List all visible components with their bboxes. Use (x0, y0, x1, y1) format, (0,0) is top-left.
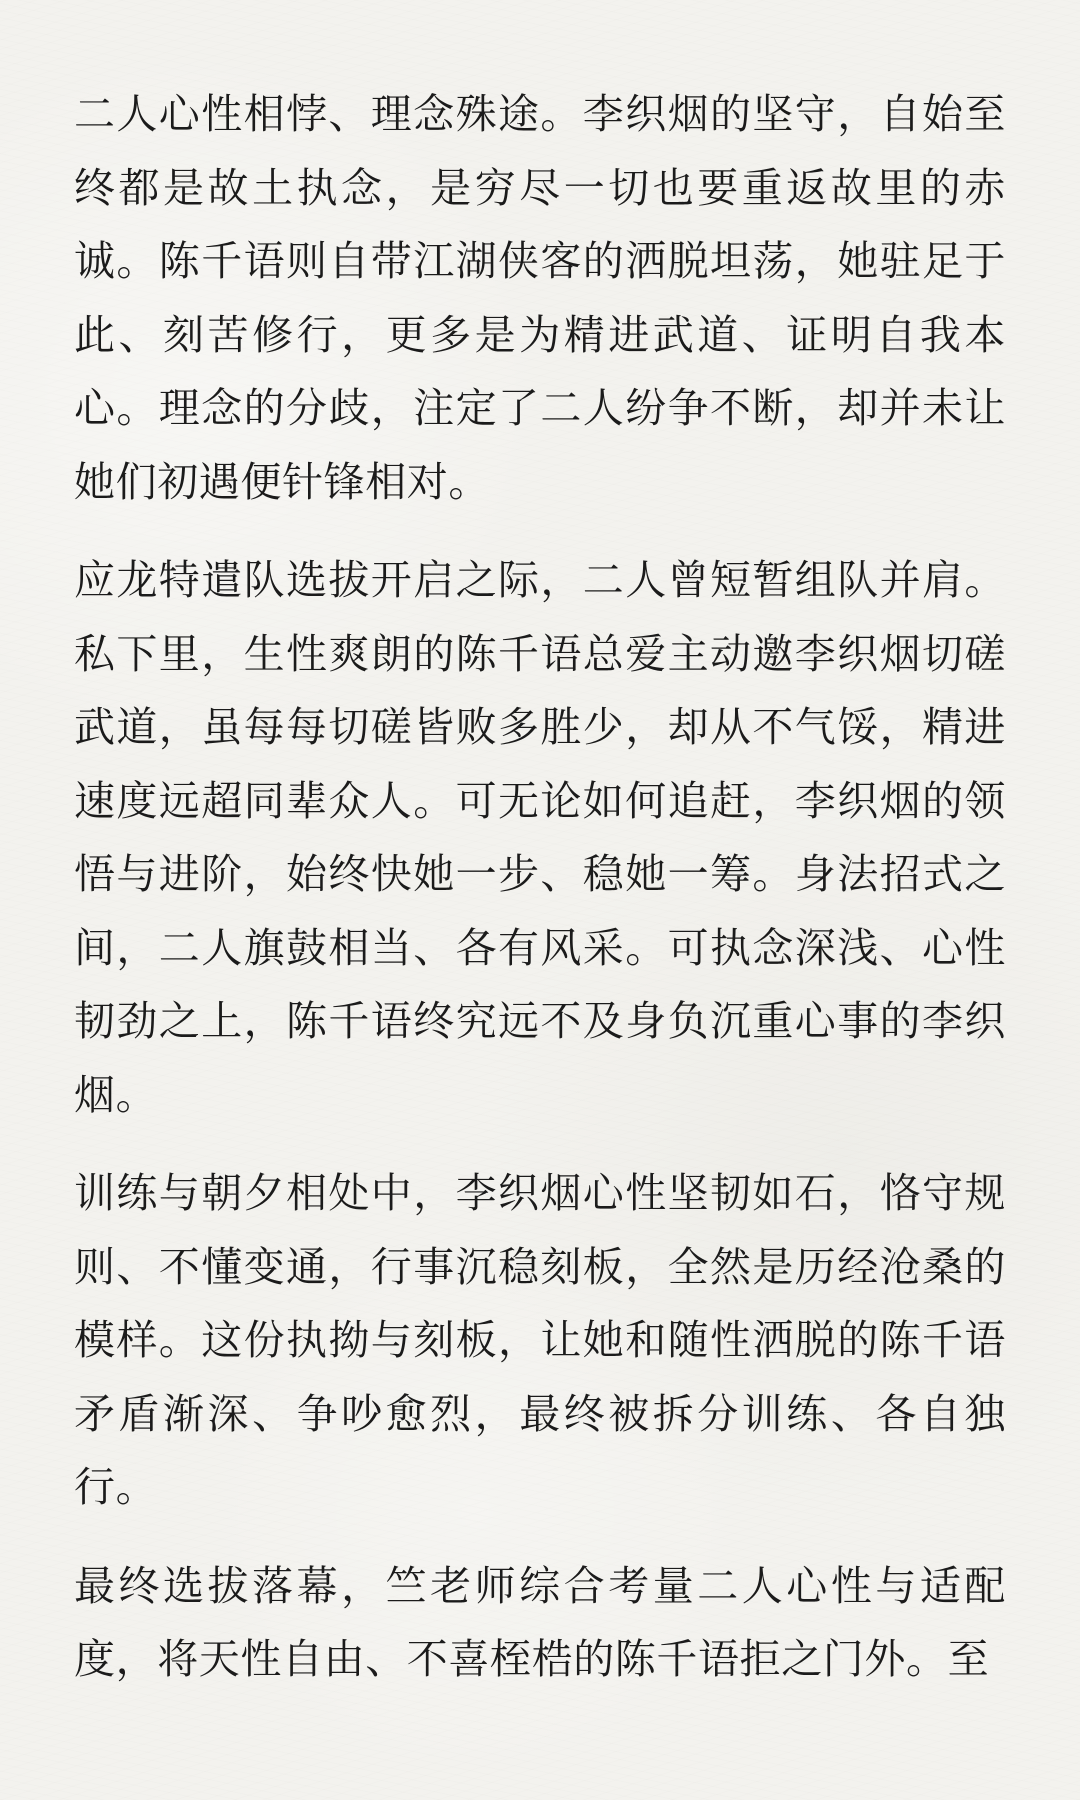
document-body (74, 78, 1006, 1697)
paragraph-3: 训练与朝夕相处中，李织烟心性坚韧如石，恪守规则、不懂变通，行事沉稳刻板，全然是历经沧桑的模样。这份执拗与刻板，让她和随性洒脱的陈千语矛盾渐深、争吵愈烈，最终被拆分训练、各自独行。 (74, 1169, 1006, 1511)
paragraph-2: 应龙特遣队选拔开启之际，二人曾短暂组队并肩。私下里，生性爽朗的陈千语总爱主动邀李织烟切磋武道，虽每每切磋皆败多胜少，却从不气馁，精进速度远超同辈众人。可无论如何追赶，李织烟的领悟与进阶，始终快她一步、稳她一筹。身法招式之间，二人旗鼓相当、各有风采。可执念深浅、心性韧劲之上，陈千语终究远不及身负沉重心事的李织烟。 (74, 556, 1006, 1119)
paragraph-4: 最终选拔落幕，竺老师综合考量二人心性与适配度，将天性自由、不喜桎梏的陈千语拒之门外。至 (74, 1561, 1006, 1683)
paragraph-1: 二人心性相悖、理念殊途。李织烟的坚守，自始至终都是故土执念，是穷尽一切也要重返故里的赤诚。陈千语则自带江湖侠客的洒脱坦荡，她驻足于此、刻苦修行，更多是为精进武道、证明自我本心。理念的分歧，注定了二人纷争不断，却并未让她们初遇便针锋相对。 (74, 90, 1006, 506)
